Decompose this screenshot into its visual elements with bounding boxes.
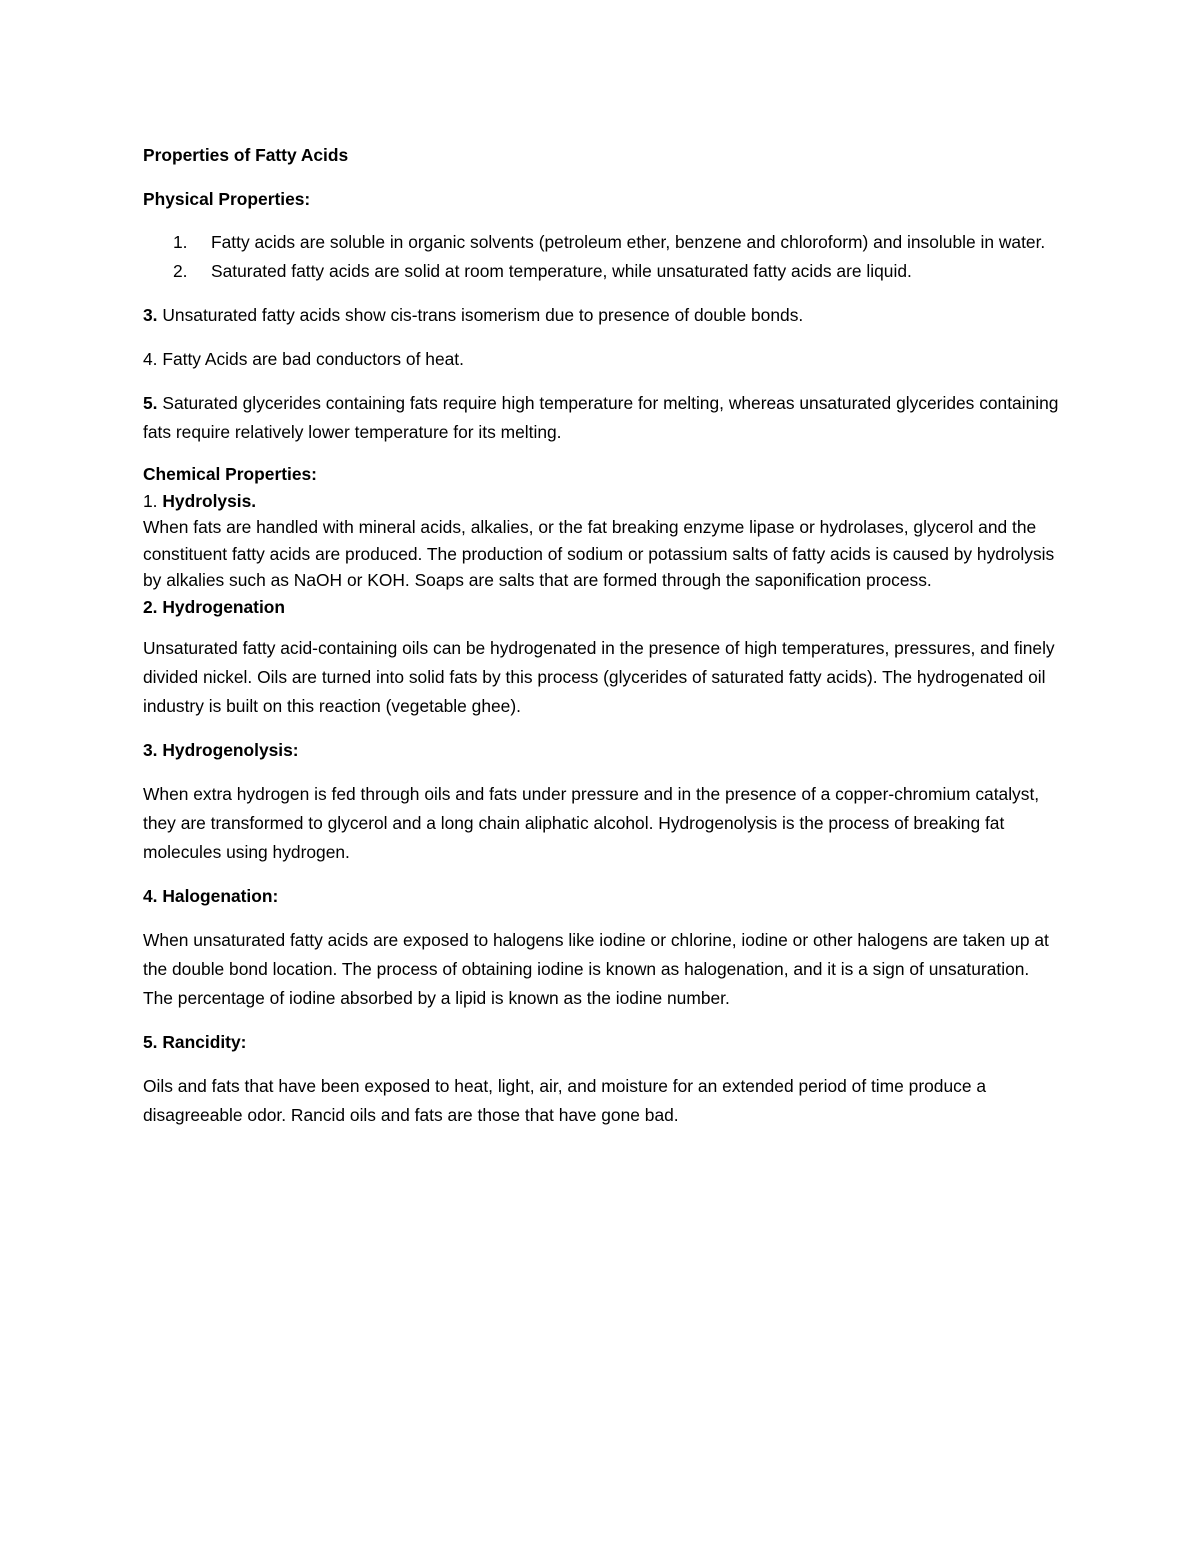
physical-list-item-2 bbox=[143, 257, 1063, 286]
hydrogenation-paragraph: Unsaturated fatty acid-containing oils can be hydrogenated in the presence of high temperatures, pressures, and finely divided nickel. Oils are turned into solid fats by this process (glycerides of saturated fatty acids). The hydrogenated oil industry is built on this reaction (vegetable ghee). bbox=[143, 638, 1055, 716]
list-item-text: Saturated fatty acids are solid at room temperature, while unsaturated fatty acids are liquid. bbox=[211, 261, 912, 281]
list-item-text: Fatty acids are soluble in organic solvents (petroleum ether, benzene and chloroform) and insoluble in water. bbox=[211, 232, 1046, 252]
item-text: Unsaturated fatty acids show cis-trans isomerism due to presence of double bonds. bbox=[157, 305, 804, 325]
list-number: 1. bbox=[173, 232, 188, 252]
item-number: 3. bbox=[143, 305, 158, 325]
hydrolysis-heading bbox=[143, 488, 1063, 515]
item-title: Hydrolysis. bbox=[162, 490, 257, 511]
hydrogenolysis-heading: 3. Hydrogenolysis: bbox=[143, 740, 299, 760]
hydrogenation-heading: 2. Hydrogenation bbox=[143, 596, 286, 617]
halogenation-heading: 4. Halogenation: bbox=[143, 886, 279, 906]
physical-item-5 bbox=[143, 389, 1063, 447]
hydrolysis-paragraph: When fats are handled with mineral acids, alkalies, or the fat breaking enzyme lipase or hydrolases, glycerol and the constituent fatty acids are produced. The production of sodium or potassium salts of fatty acids is caused by hydrolysis by alkalies such as NaOH or KOH. Soaps are salts that are formed through the saponification process. bbox=[143, 517, 1055, 590]
rancidity-paragraph: Oils and fats that have been exposed to heat, light, air, and moisture for an extended period of time produce a disagreeable odor. Rancid oils and fats are those that have gone bad. bbox=[143, 1076, 987, 1125]
item-number: 1. bbox=[143, 490, 163, 511]
item-number: 5. bbox=[143, 393, 158, 413]
physical-list-item-1 bbox=[143, 228, 1063, 257]
chemical-properties-section bbox=[143, 461, 1063, 620]
physical-item-3 bbox=[143, 301, 1063, 330]
chemical-properties-heading: Chemical Properties: bbox=[143, 464, 317, 484]
physical-properties-heading: Physical Properties: bbox=[143, 189, 311, 209]
physical-item-4: 4. Fatty Acids are bad conductors of heat. bbox=[143, 349, 464, 369]
document-page bbox=[143, 141, 1063, 1130]
item-text: Saturated glycerides containing fats require high temperature for melting, whereas unsaturated glycerides containing fats require relatively lower temperature for its melting. bbox=[143, 393, 1059, 442]
halogenation-paragraph: When unsaturated fatty acids are exposed to halogens like iodine or chlorine, iodine or other halogens are taken up at the double bond location. The process of obtaining iodine is known as halogenation, and it is a sign of unsaturation. The percentage of iodine absorbed by a lipid is known as the iodine number. bbox=[143, 930, 1049, 1008]
rancidity-heading: 5. Rancidity: bbox=[143, 1032, 247, 1052]
list-number: 2. bbox=[173, 261, 188, 281]
hydrogenolysis-paragraph: When extra hydrogen is fed through oils and fats under pressure and in the presence of a copper-chromium catalyst, they are transformed to glycerol and a long chain aliphatic alcohol. Hydrogenolysis is the process of breaking fat molecules using hydrogen. bbox=[143, 784, 1040, 862]
document-title: Properties of Fatty Acids bbox=[143, 145, 349, 165]
